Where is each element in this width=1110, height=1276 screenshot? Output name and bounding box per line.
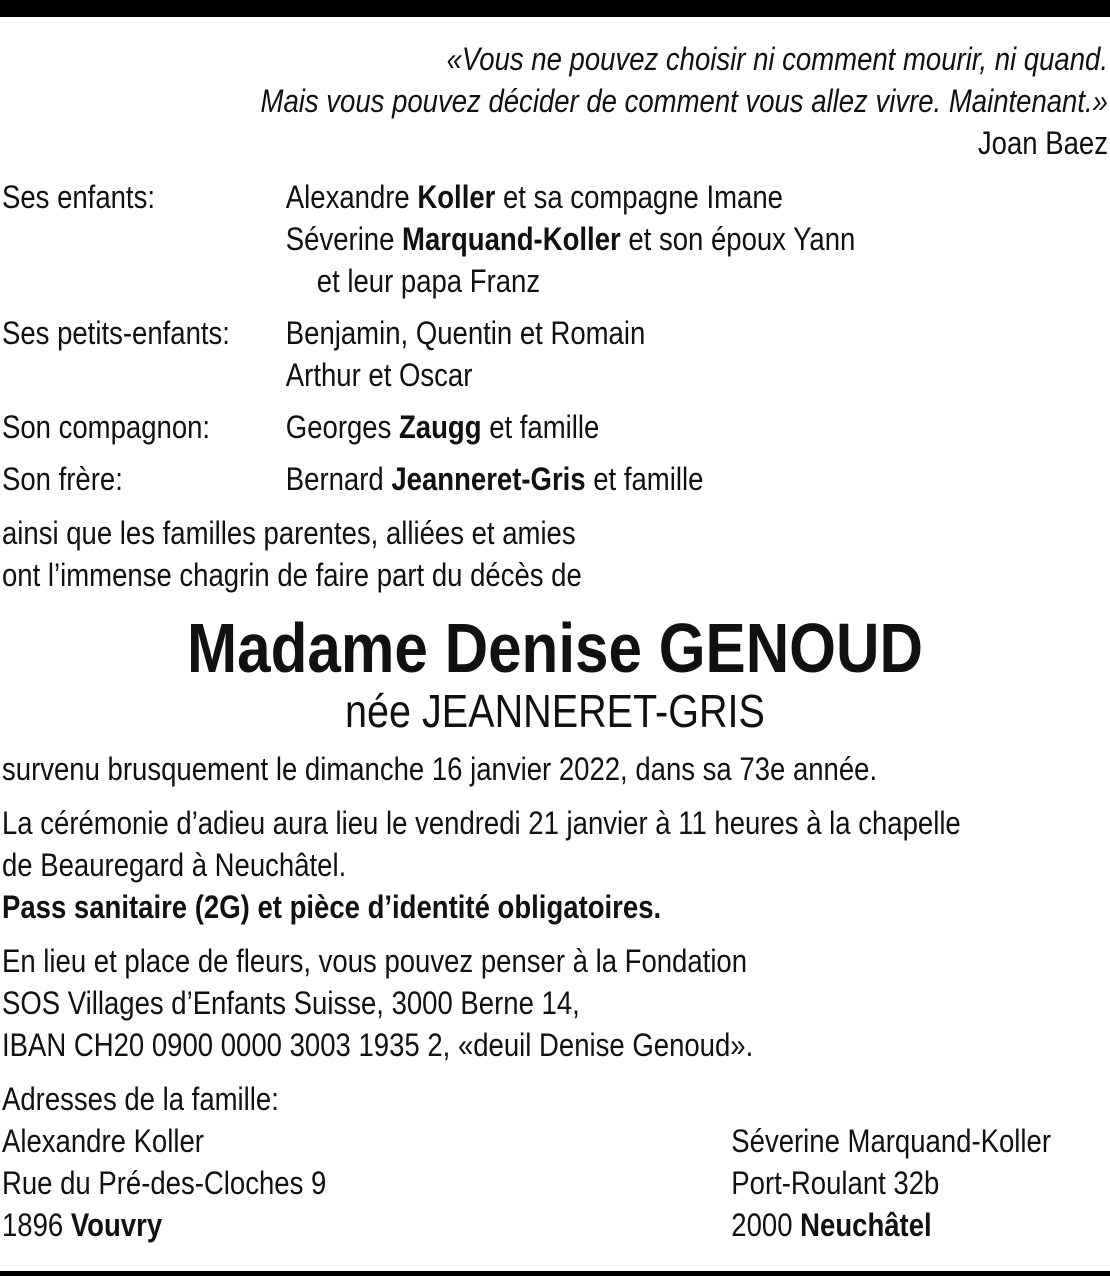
relative-label: Ses petits-enfants: <box>2 315 230 351</box>
relative-line: Séverine Marquand-Koller et son époux Yann <box>285 221 856 257</box>
addresses-heading: Adresses de la famille: <box>2 1081 279 1117</box>
relatives-brother <box>2 458 1108 500</box>
relative-line: Arthur et Oscar <box>285 357 473 393</box>
families-announcement: ainsi que les familles parentes, alliées et amies ont l’immense chagrin de faire part du décès de <box>2 515 582 593</box>
quote-line: Mais vous pouvez décider de comment vous allez vivre. Maintenant.» <box>260 83 1108 119</box>
relative-label: Son compagnon: <box>2 409 211 445</box>
quote-author: Joan Baez <box>977 125 1108 161</box>
relative-names <box>286 406 1108 448</box>
relative-names <box>286 312 1108 396</box>
deceased-name: Madame Denise GENOUD <box>186 609 923 687</box>
bottom-rule <box>0 1271 1110 1276</box>
quote <box>2 38 1108 122</box>
address-columns <box>2 1120 1108 1246</box>
relative-names <box>286 176 1108 302</box>
relative-names <box>286 458 1108 500</box>
donation-info: En lieu et place de fleurs, vous pouvez penser à la Fondation SOS Villages d’Enfants Suisse, 3000 Berne 14, IBAN CH20 0900 0000 3003 1935 2, «deuil Denise Genoud». <box>2 943 754 1063</box>
deceased-maiden-name: née JEANNERET-GRIS <box>345 685 765 737</box>
relatives-children <box>2 176 1108 302</box>
relatives-partner <box>2 406 1108 448</box>
relative-line: Bernard Jeanneret-Gris et famille <box>285 461 704 497</box>
address-left: Alexandre Koller Rue du Pré-des-Cloches 9 1896 Vouvry <box>2 1123 327 1243</box>
family-addresses <box>2 1078 1108 1246</box>
pass-notice: Pass sanitaire (2G) et pièce d’identité obligatoires. <box>2 889 662 925</box>
relative-line: Georges Zaugg et famille <box>285 409 600 445</box>
ceremony-info: La cérémonie d’adieu aura lieu le vendredi 21 janvier à 11 heures à la chapelle de Beauregard à Neuchâtel. Pass sanitaire (2G) et pièce d’identité obligatoires. <box>2 802 1108 928</box>
quote-line: «Vous ne pouvez choisir ni comment mourir, ni quand. <box>446 41 1108 77</box>
relative-line: Alexandre Koller et sa compagne Imane <box>285 179 783 215</box>
relatives-grandchildren <box>2 312 1108 396</box>
obituary-notice <box>2 38 1108 1246</box>
top-rule <box>0 0 1110 17</box>
relative-line: et leur papa Franz <box>316 263 541 299</box>
address-right: Séverine Marquand-Koller Port-Roulant 32b 2000 Neuchâtel <box>731 1123 1051 1243</box>
relative-line: Benjamin, Quentin et Romain <box>285 315 646 351</box>
relative-label: Ses enfants: <box>2 179 155 215</box>
relative-label: Son frère: <box>2 461 123 497</box>
death-line: survenu brusquement le dimanche 16 janvier 2022, dans sa 73e année. <box>2 751 878 787</box>
